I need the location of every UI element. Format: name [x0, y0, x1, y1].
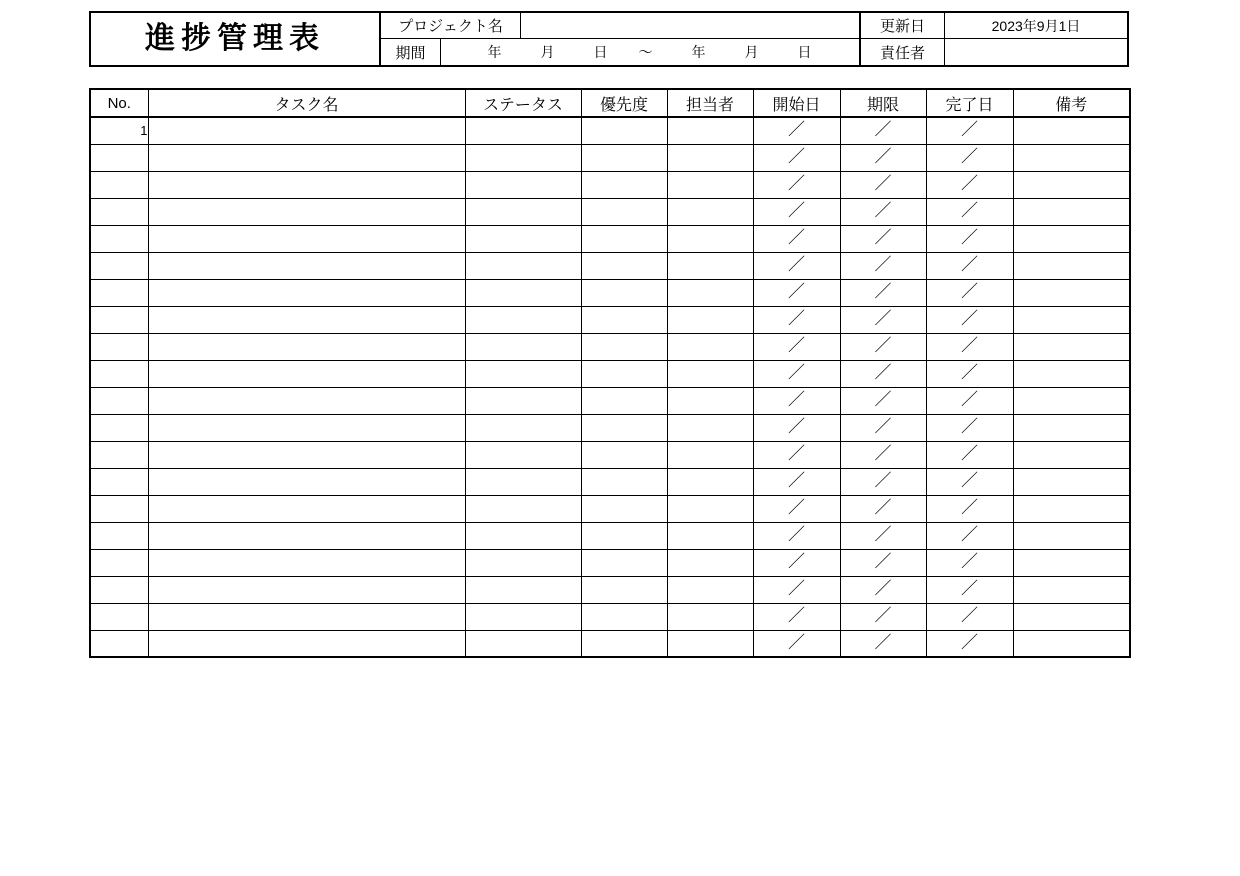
owner-value[interactable]	[945, 39, 1127, 65]
cell-note[interactable]	[1013, 414, 1130, 441]
cell-note[interactable]	[1013, 522, 1130, 549]
cell-done-date[interactable]	[926, 387, 1013, 414]
table-row	[90, 225, 1130, 252]
cell-done-date[interactable]	[926, 117, 1013, 144]
cell-no[interactable]	[90, 387, 148, 414]
cell-status[interactable]	[465, 441, 581, 468]
date-slash-glyph: ／	[788, 552, 805, 571]
cell-no[interactable]	[90, 252, 148, 279]
cell-priority[interactable]	[581, 333, 667, 360]
cell-status[interactable]	[465, 306, 581, 333]
page-title	[91, 13, 381, 65]
date-slash-glyph: ／	[874, 579, 892, 598]
date-slash-glyph: ／	[874, 174, 892, 193]
column-header-due-date: 期限	[840, 89, 926, 117]
cell-priority[interactable]	[581, 603, 667, 630]
cell-note[interactable]	[1013, 360, 1130, 387]
table-row	[90, 117, 1130, 144]
table-row	[90, 630, 1130, 657]
cell-start-date[interactable]	[753, 603, 840, 630]
period-row	[381, 39, 859, 65]
cell-start-date[interactable]	[753, 414, 840, 441]
cell-no[interactable]	[90, 522, 148, 549]
cell-done-date[interactable]	[926, 333, 1013, 360]
cell-task[interactable]	[148, 144, 465, 171]
date-slash-glyph: ／	[788, 255, 805, 274]
cell-task[interactable]	[148, 306, 465, 333]
column-header-start-date: 開始日	[753, 89, 840, 117]
cell-task[interactable]	[148, 414, 465, 441]
cell-start-date[interactable]	[753, 279, 840, 306]
table-row	[90, 171, 1130, 198]
date-slash-glyph: ／	[788, 147, 805, 166]
cell-status[interactable]	[465, 333, 581, 360]
table-row	[90, 468, 1130, 495]
cell-priority[interactable]	[581, 387, 667, 414]
cell-due-date[interactable]	[840, 306, 926, 333]
cell-owner[interactable]	[667, 171, 753, 198]
cell-task[interactable]	[148, 549, 465, 576]
cell-no[interactable]	[90, 495, 148, 522]
cell-no[interactable]	[90, 468, 148, 495]
cell-owner[interactable]	[667, 279, 753, 306]
cell-note[interactable]	[1013, 468, 1130, 495]
date-slash-glyph: ／	[788, 363, 805, 382]
table-row	[90, 198, 1130, 225]
cell-done-date[interactable]	[926, 441, 1013, 468]
cell-note[interactable]	[1013, 576, 1130, 603]
date-slash-glyph: ／	[874, 120, 892, 140]
cell-note[interactable]	[1013, 333, 1130, 360]
cell-status[interactable]	[465, 360, 581, 387]
cell-owner[interactable]	[667, 333, 753, 360]
column-header-status: ステータス	[465, 89, 581, 117]
cell-due-date[interactable]	[840, 630, 926, 657]
cell-no[interactable]	[90, 279, 148, 306]
cell-status[interactable]	[465, 630, 581, 657]
cell-task[interactable]	[148, 198, 465, 225]
cell-start-date[interactable]	[753, 576, 840, 603]
period-year1: 年	[487, 44, 503, 60]
cell-start-date[interactable]	[753, 252, 840, 279]
date-slash-glyph: ／	[788, 309, 805, 328]
period-day1: 日	[593, 44, 609, 60]
cell-no[interactable]	[90, 549, 148, 576]
column-header-note: 備考	[1013, 89, 1130, 117]
cell-done-date[interactable]	[926, 144, 1013, 171]
date-slash-glyph: ／	[874, 228, 892, 247]
cell-owner[interactable]	[667, 117, 753, 144]
column-header-owner: 担当者	[667, 89, 753, 117]
cell-status[interactable]	[465, 117, 581, 144]
date-slash-glyph: ／	[874, 390, 892, 409]
cell-due-date[interactable]	[840, 279, 926, 306]
cell-no[interactable]	[90, 603, 148, 630]
cell-start-date[interactable]	[753, 306, 840, 333]
cell-done-date[interactable]	[926, 522, 1013, 549]
cell-due-date[interactable]	[840, 522, 926, 549]
cell-note[interactable]	[1013, 252, 1130, 279]
table-row	[90, 603, 1130, 630]
cell-due-date[interactable]	[840, 603, 926, 630]
cell-due-date[interactable]	[840, 495, 926, 522]
cell-task[interactable]	[148, 333, 465, 360]
date-slash-glyph: ／	[788, 632, 805, 652]
date-slash-glyph: ／	[788, 390, 805, 409]
period-value[interactable]	[441, 39, 859, 65]
cell-owner[interactable]	[667, 576, 753, 603]
cell-owner[interactable]	[667, 144, 753, 171]
cell-owner[interactable]	[667, 225, 753, 252]
cell-owner[interactable]	[667, 360, 753, 387]
cell-no[interactable]	[90, 576, 148, 603]
cell-task[interactable]	[148, 468, 465, 495]
date-slash-glyph: ／	[874, 552, 892, 571]
date-slash-glyph: ／	[961, 174, 978, 193]
date-slash-glyph: ／	[788, 471, 805, 490]
cell-task[interactable]	[148, 117, 465, 144]
cell-task[interactable]	[148, 630, 465, 657]
cell-note[interactable]	[1013, 198, 1130, 225]
cell-task[interactable]	[148, 441, 465, 468]
column-header-priority: 優先度	[581, 89, 667, 117]
table-row	[90, 414, 1130, 441]
cell-no[interactable]	[90, 360, 148, 387]
period-month1: 月	[540, 44, 556, 60]
cell-status[interactable]	[465, 495, 581, 522]
table-row	[90, 387, 1130, 414]
period-tilde: ～	[638, 44, 654, 60]
date-slash-glyph: ／	[874, 282, 892, 301]
cell-owner[interactable]	[667, 468, 753, 495]
date-slash-glyph: ／	[788, 525, 805, 544]
cell-start-date[interactable]	[753, 468, 840, 495]
date-slash-glyph: ／	[874, 632, 892, 652]
cell-owner[interactable]	[667, 198, 753, 225]
cell-task[interactable]	[148, 603, 465, 630]
cell-no[interactable]	[90, 171, 148, 198]
cell-status[interactable]	[465, 225, 581, 252]
cell-no[interactable]: 1	[90, 117, 148, 144]
date-slash-glyph: ／	[961, 363, 978, 382]
date-slash-glyph: ／	[961, 228, 978, 247]
table-row	[90, 441, 1130, 468]
cell-priority[interactable]	[581, 630, 667, 657]
updated-date-label: 更新日	[861, 13, 945, 38]
task-table-header	[90, 89, 1130, 117]
table-row	[90, 522, 1130, 549]
date-slash-glyph: ／	[961, 417, 978, 436]
cell-task[interactable]	[148, 279, 465, 306]
cell-due-date[interactable]	[840, 144, 926, 171]
cell-priority[interactable]	[581, 279, 667, 306]
cell-owner[interactable]	[667, 414, 753, 441]
cell-owner[interactable]	[667, 441, 753, 468]
cell-no[interactable]	[90, 198, 148, 225]
date-slash-glyph: ／	[874, 309, 892, 328]
date-slash-glyph: ／	[961, 552, 978, 571]
cell-start-date[interactable]	[753, 549, 840, 576]
cell-status[interactable]	[465, 198, 581, 225]
cell-note[interactable]	[1013, 144, 1130, 171]
table-row	[90, 360, 1130, 387]
cell-start-date[interactable]	[753, 360, 840, 387]
cell-no[interactable]	[90, 630, 148, 657]
cell-status[interactable]	[465, 576, 581, 603]
cell-note[interactable]	[1013, 279, 1130, 306]
cell-due-date[interactable]	[840, 252, 926, 279]
cell-done-date[interactable]	[926, 360, 1013, 387]
cell-note[interactable]	[1013, 549, 1130, 576]
date-slash-glyph: ／	[961, 498, 978, 517]
date-slash-glyph: ／	[874, 201, 892, 220]
date-slash-glyph: ／	[961, 201, 978, 220]
cell-due-date[interactable]	[840, 549, 926, 576]
cell-task[interactable]	[148, 387, 465, 414]
date-slash-glyph: ／	[788, 228, 805, 247]
cell-start-date[interactable]	[753, 630, 840, 657]
cell-status[interactable]	[465, 468, 581, 495]
cell-priority[interactable]	[581, 360, 667, 387]
cell-done-date[interactable]	[926, 171, 1013, 198]
cell-status[interactable]	[465, 144, 581, 171]
date-slash-glyph: ／	[874, 336, 892, 355]
project-name-row	[381, 13, 859, 39]
cell-no[interactable]	[90, 225, 148, 252]
date-slash-glyph: ／	[874, 444, 892, 463]
updated-date-value[interactable]: 2023年9月1日	[991, 17, 1081, 34]
date-slash-glyph: ／	[788, 498, 805, 517]
cell-priority[interactable]	[581, 522, 667, 549]
cell-note[interactable]	[1013, 117, 1130, 144]
table-row	[90, 576, 1130, 603]
cell-due-date[interactable]	[840, 171, 926, 198]
date-slash-glyph: ／	[788, 201, 805, 220]
cell-start-date[interactable]	[753, 117, 840, 144]
date-slash-glyph: ／	[961, 309, 978, 328]
date-slash-glyph: ／	[788, 444, 805, 463]
cell-status[interactable]	[465, 387, 581, 414]
period-month2: 月	[744, 44, 760, 60]
task-table-wrapper	[89, 88, 1129, 658]
cell-done-date[interactable]	[926, 549, 1013, 576]
cell-done-date[interactable]	[926, 306, 1013, 333]
column-header-task: タスク名	[148, 89, 465, 117]
cell-done-date[interactable]	[926, 225, 1013, 252]
cell-task[interactable]	[148, 171, 465, 198]
date-slash-glyph: ／	[874, 255, 892, 274]
cell-priority[interactable]	[581, 549, 667, 576]
cell-priority[interactable]	[581, 171, 667, 198]
cell-no[interactable]	[90, 414, 148, 441]
date-slash-glyph: ／	[874, 417, 892, 436]
cell-note[interactable]	[1013, 441, 1130, 468]
date-slash-glyph: ／	[961, 255, 978, 274]
table-row	[90, 144, 1130, 171]
cell-priority[interactable]	[581, 414, 667, 441]
date-slash-glyph: ／	[874, 147, 892, 166]
date-slash-glyph: ／	[788, 120, 805, 140]
table-row	[90, 495, 1130, 522]
cell-note[interactable]	[1013, 387, 1130, 414]
cell-start-date[interactable]	[753, 198, 840, 225]
owner-label: 責任者	[861, 39, 945, 65]
date-slash-glyph: ／	[961, 444, 978, 463]
cell-done-date[interactable]	[926, 576, 1013, 603]
date-slash-glyph: ／	[874, 498, 892, 517]
cell-owner[interactable]	[667, 549, 753, 576]
table-row	[90, 549, 1130, 576]
cell-note[interactable]	[1013, 603, 1130, 630]
cell-done-date[interactable]	[926, 603, 1013, 630]
date-slash-glyph: ／	[788, 282, 805, 301]
cell-priority[interactable]	[581, 468, 667, 495]
cell-priority[interactable]	[581, 306, 667, 333]
date-slash-glyph: ／	[788, 417, 805, 436]
cell-due-date[interactable]	[840, 333, 926, 360]
cell-note[interactable]	[1013, 171, 1130, 198]
table-row	[90, 306, 1130, 333]
column-header-no: No.	[90, 89, 148, 117]
cell-start-date[interactable]	[753, 144, 840, 171]
cell-priority[interactable]	[581, 144, 667, 171]
header-middle-block	[381, 13, 861, 65]
page-title-text: 進捗管理表	[145, 22, 325, 55]
cell-status[interactable]	[465, 549, 581, 576]
cell-done-date[interactable]	[926, 279, 1013, 306]
owner-row	[861, 39, 1127, 65]
cell-due-date[interactable]	[840, 441, 926, 468]
period-day2: 日	[797, 44, 813, 60]
cell-priority[interactable]	[581, 495, 667, 522]
cell-no[interactable]	[90, 306, 148, 333]
project-name-value[interactable]	[521, 13, 859, 38]
cell-done-date[interactable]	[926, 495, 1013, 522]
task-table-body	[90, 117, 1130, 657]
cell-note[interactable]	[1013, 225, 1130, 252]
cell-priority[interactable]	[581, 198, 667, 225]
cell-task[interactable]	[148, 576, 465, 603]
header-right-block	[861, 13, 1127, 65]
cell-task[interactable]	[148, 522, 465, 549]
cell-status[interactable]	[465, 603, 581, 630]
cell-status[interactable]	[465, 522, 581, 549]
date-slash-glyph: ／	[788, 579, 805, 598]
cell-done-date[interactable]	[926, 468, 1013, 495]
cell-due-date[interactable]	[840, 387, 926, 414]
cell-start-date[interactable]	[753, 333, 840, 360]
cell-note[interactable]	[1013, 630, 1130, 657]
date-slash-glyph: ／	[961, 525, 978, 544]
period-label: 期間	[381, 39, 441, 65]
cell-done-date[interactable]	[926, 630, 1013, 657]
date-slash-glyph: ／	[961, 606, 978, 625]
table-row	[90, 279, 1130, 306]
cell-task[interactable]	[148, 225, 465, 252]
column-header-done-date: 完了日	[926, 89, 1013, 117]
project-name-label: プロジェクト名	[381, 13, 521, 38]
cell-priority[interactable]	[581, 441, 667, 468]
date-slash-glyph: ／	[961, 282, 978, 301]
date-slash-glyph: ／	[788, 174, 805, 193]
cell-due-date[interactable]	[840, 414, 926, 441]
date-slash-glyph: ／	[961, 632, 978, 652]
date-slash-glyph: ／	[961, 147, 978, 166]
cell-start-date[interactable]	[753, 387, 840, 414]
date-slash-glyph: ／	[961, 336, 978, 355]
cell-start-date[interactable]	[753, 171, 840, 198]
cell-due-date[interactable]	[840, 198, 926, 225]
cell-task[interactable]	[148, 360, 465, 387]
cell-start-date[interactable]	[753, 225, 840, 252]
cell-done-date[interactable]	[926, 252, 1013, 279]
date-slash-glyph: ／	[874, 606, 892, 625]
date-slash-glyph: ／	[788, 606, 805, 625]
cell-owner[interactable]	[667, 387, 753, 414]
cell-owner[interactable]	[667, 495, 753, 522]
cell-no[interactable]	[90, 144, 148, 171]
period-year2: 年	[691, 44, 707, 60]
table-row	[90, 333, 1130, 360]
cell-priority[interactable]	[581, 117, 667, 144]
date-slash-glyph: ／	[961, 579, 978, 598]
cell-due-date[interactable]	[840, 360, 926, 387]
date-slash-glyph: ／	[874, 471, 892, 490]
cell-priority[interactable]	[581, 576, 667, 603]
cell-priority[interactable]	[581, 225, 667, 252]
table-row	[90, 252, 1130, 279]
document-header	[89, 11, 1129, 67]
cell-due-date[interactable]	[840, 117, 926, 144]
updated-date-row	[861, 13, 1127, 39]
cell-due-date[interactable]	[840, 576, 926, 603]
cell-due-date[interactable]	[840, 468, 926, 495]
cell-no[interactable]	[90, 441, 148, 468]
date-slash-glyph: ／	[788, 336, 805, 355]
date-slash-glyph: ／	[961, 120, 978, 140]
cell-done-date[interactable]	[926, 198, 1013, 225]
cell-start-date[interactable]	[753, 522, 840, 549]
cell-task[interactable]	[148, 495, 465, 522]
cell-status[interactable]	[465, 252, 581, 279]
cell-priority[interactable]	[581, 252, 667, 279]
cell-note[interactable]	[1013, 495, 1130, 522]
task-table	[89, 88, 1131, 658]
cell-start-date[interactable]	[753, 441, 840, 468]
date-slash-glyph: ／	[874, 363, 892, 382]
cell-start-date[interactable]	[753, 495, 840, 522]
cell-owner[interactable]	[667, 306, 753, 333]
cell-status[interactable]	[465, 279, 581, 306]
date-slash-glyph: ／	[961, 471, 978, 490]
date-slash-glyph: ／	[961, 390, 978, 409]
cell-task[interactable]	[148, 252, 465, 279]
date-slash-glyph: ／	[874, 525, 892, 544]
cell-no[interactable]	[90, 333, 148, 360]
cell-due-date[interactable]	[840, 225, 926, 252]
cell-owner[interactable]	[667, 522, 753, 549]
cell-status[interactable]	[465, 414, 581, 441]
cell-note[interactable]	[1013, 306, 1130, 333]
cell-owner[interactable]	[667, 630, 753, 657]
cell-owner[interactable]	[667, 603, 753, 630]
cell-done-date[interactable]	[926, 414, 1013, 441]
cell-status[interactable]	[465, 171, 581, 198]
table-header-row	[90, 89, 1130, 117]
cell-owner[interactable]	[667, 252, 753, 279]
